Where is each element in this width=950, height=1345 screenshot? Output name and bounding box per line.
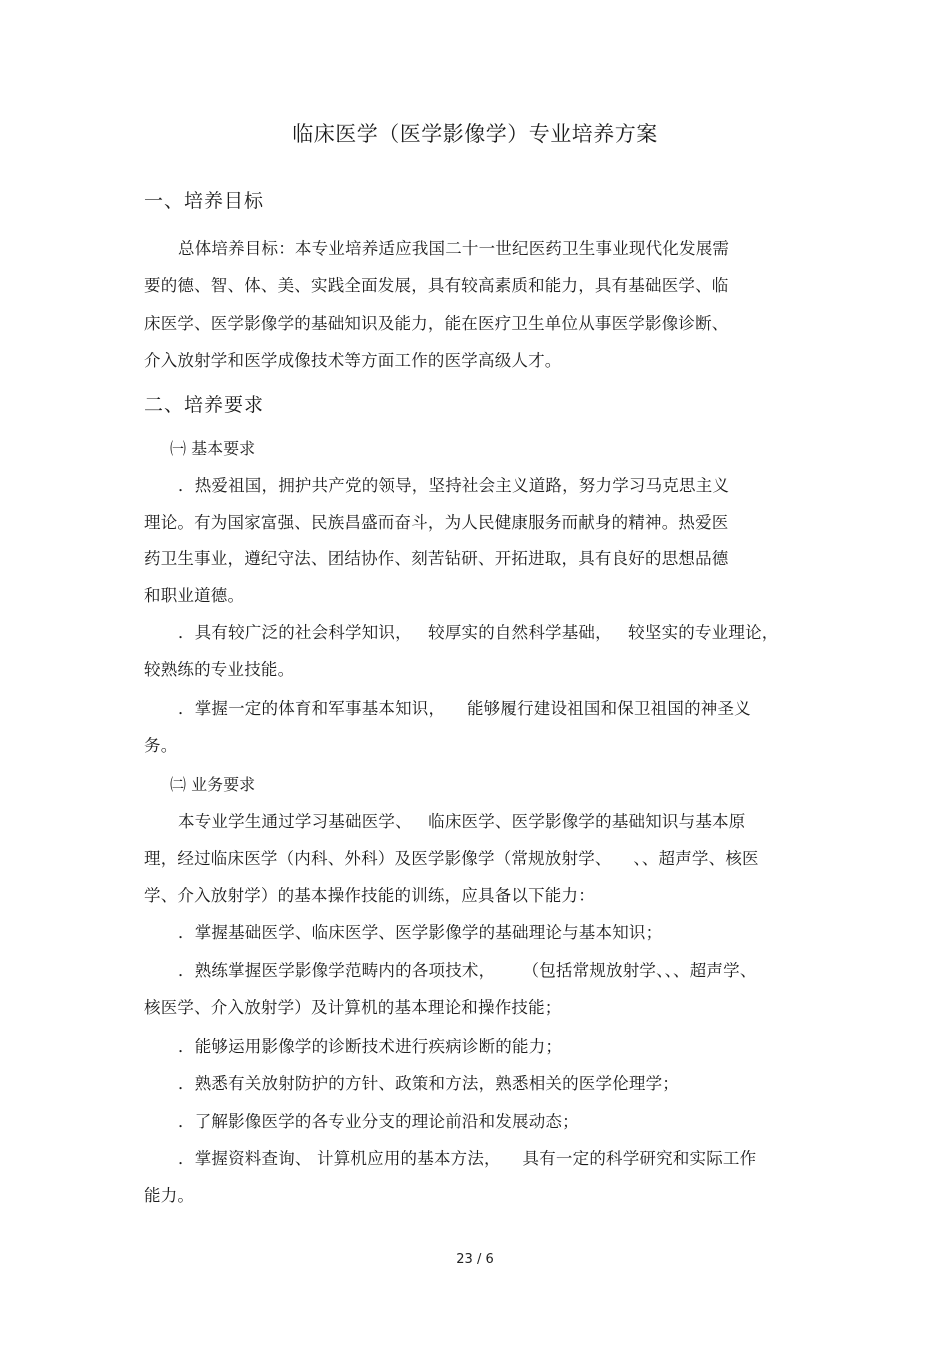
paragraph-line: 理，经过临床医学（内科、外科）及医学影像学（常规放射学、 、、超声学、核医 xyxy=(144,849,759,868)
paragraph-line: 和职业道德。 xyxy=(144,586,245,605)
subsection-heading-professional-requirements: ㈡ 业务要求 xyxy=(170,775,256,794)
paragraph-line: 理论。有为国家富强、民族昌盛而奋斗，为人民健康服务而献身的精神。热爱医 xyxy=(144,513,729,532)
list-item: ．熟悉有关放射防护的方针、政策和方法，熟悉相关的医学伦理学； xyxy=(178,1074,679,1093)
list-item: ．了解影像医学的各专业分支的理论前沿和发展动态； xyxy=(178,1112,579,1131)
subsection-heading-basic-requirements: ㈠ 基本要求 xyxy=(170,439,256,458)
list-item: ．掌握基础医学、临床医学、医学影像学的基础理论与基本知识； xyxy=(178,923,663,942)
page-title: 临床医学（医学影像学）专业培养方案 xyxy=(292,122,658,146)
paragraph-line: 能力。 xyxy=(144,1186,195,1205)
section-heading-training-goal: 一、培养目标 xyxy=(144,190,265,212)
paragraph-line: ．热爱祖国，拥护共产党的领导，坚持社会主义道路，努力学习马克思主义 xyxy=(178,476,730,495)
list-item: ．能够运用影像学的诊断技术进行疾病诊断的能力； xyxy=(178,1037,563,1056)
page-number: 23 / 6 xyxy=(456,1252,494,1267)
paragraph-line: 较熟练的专业技能。 xyxy=(144,660,295,679)
paragraph-line: ．掌握一定的体育和军事基本知识， 能够履行建设祖国和保卫祖国的神圣义 xyxy=(178,699,751,718)
paragraph-line: 床医学、医学影像学的基础知识及能力，能在医疗卫生单位从事医学影像诊断、 xyxy=(144,314,729,333)
paragraph-line: 务。 xyxy=(144,736,178,755)
list-item: ．熟练掌握医学影像学范畴内的各项技术， （包括常规放射学、、、超声学、 xyxy=(178,961,757,980)
paragraph-line: 总体培养目标：本专业培养适应我国二十一世纪医药卫生事业现代化发展需 xyxy=(178,239,730,258)
section-heading-training-requirements: 二、培养要求 xyxy=(144,394,265,416)
paragraph-line: 学、介入放射学）的基本操作技能的训练，应具备以下能力： xyxy=(144,886,595,905)
paragraph-line: 介入放射学和医学成像技术等方面工作的医学高级人才。 xyxy=(144,351,562,370)
list-item: ．掌握资料查询、 计算机应用的基本方法， 具有一定的科学研究和实际工作 xyxy=(178,1149,757,1168)
paragraph-line: 本专业学生通过学习基础医学、 临床医学、医学影像学的基础知识与基本原 xyxy=(178,812,746,831)
paragraph-line: 药卫生事业，遵纪守法、团结协作、刻苦钻研、开拓进取，具有良好的思想品德 xyxy=(144,549,729,568)
paragraph-line: 核医学、介入放射学）及计算机的基本理论和操作技能； xyxy=(144,998,562,1017)
paragraph-line: ．具有较广泛的社会科学知识， 较厚实的自然科学基础， 较坚实的专业理论， xyxy=(178,623,779,642)
paragraph-line: 要的德、智、体、美、实践全面发展，具有较高素质和能力，具有基础医学、临 xyxy=(144,276,729,295)
